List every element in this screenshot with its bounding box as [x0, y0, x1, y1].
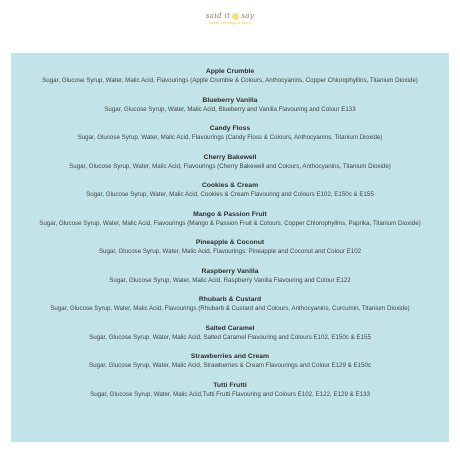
- flavour-entry: [20, 352, 440, 370]
- flavour-ingredients: Sugar, Glucose Syrup, Water, Malic Acid, Raspberry Vanilla Flavouring and Colour E122: [109, 276, 351, 284]
- flavour-name: Rhubarb & Custard: [198, 296, 262, 303]
- flavour-ingredients: Sugar, Glucose Syrup, Water, Malic Acid, Strawberries & Cream Flavourings and Colour E129 & E150c: [88, 362, 372, 369]
- flavour-ingredients: Sugar, Glucose Syrup, Water, Malic Acid, Cookies & Cream Flavouring and Colours E102, E150c & E155: [86, 191, 374, 198]
- flavour-name: Raspberry Vanilla: [201, 267, 259, 275]
- flavour-entry: [20, 124, 440, 142]
- flavour-ingredients: Sugar, Glucose Syrup, Water, Malic Acid, Flavourings (Cherry Bakewell and Colours, Anthocyanins, Titanium Dioxide): [69, 162, 391, 170]
- flavour-entry: [20, 96, 440, 114]
- flavour-entry: [20, 381, 440, 399]
- flavour-list: [11, 67, 449, 409]
- flavour-ingredients: Sugar, Glucose Syrup, Water, Malic Acid,Tutti Frutti Flavouring and Colours E102, E122, E129 & E133: [90, 390, 370, 398]
- flavour-ingredients: Sugar, Glucose Syrup, Water, Malic Acid, Salted Caramel Flavouring and Colours E102, E150c & E155: [89, 333, 371, 341]
- flavour-name: Apple Crumble: [205, 68, 255, 75]
- flavour-entry: [20, 267, 440, 285]
- flavour-name: Cookies & Cream: [201, 182, 259, 189]
- flavour-name: Mango & Passion Fruit: [193, 210, 267, 218]
- logo-text-right: say: [241, 12, 255, 20]
- logo-text-left: said it: [205, 12, 231, 20]
- flavour-entry: [20, 324, 440, 342]
- brand-logo: [0, 12, 460, 38]
- flavour-name: Tutti Frutti: [213, 381, 247, 389]
- flavour-entry: [20, 210, 440, 228]
- flavour-ingredients: Sugar, Glucose Syrup, Water, Malic Acid, Flavourings (Apple Crumble & Colours, Anthocyanins, Copper Chlorophyllins, Titanium Dioxide): [42, 77, 418, 84]
- flavour-entry: [20, 295, 440, 313]
- ingredients-panel: [11, 53, 449, 442]
- flavour-name: Candy Floss: [209, 125, 251, 132]
- flavour-name: Pineapple & Coconut: [195, 239, 265, 246]
- flavour-entry: [20, 153, 440, 171]
- flavour-name: Blueberry Vanilla: [202, 96, 258, 104]
- flavour-ingredients: Sugar, Glucose Syrup, Water, Malic Acid, Flavourings (Mango & Passion Fruit & Colours, Copper Chlorophyllins, Paprika, Titanium Dioxide): [39, 219, 421, 227]
- flavour-entry: [20, 238, 440, 256]
- logo-circle-icon: [232, 13, 239, 20]
- flavour-ingredients: Sugar, Glucose Syrup, Water, Malic Acid, Blueberry and Vanilla Flavouring and Colour E133: [104, 105, 356, 113]
- flavour-entry: [20, 181, 440, 199]
- flavour-name: Strawberries and Cream: [190, 353, 270, 360]
- flavour-entry: [20, 67, 440, 85]
- logo-wordmark: [206, 12, 254, 20]
- flavour-ingredients: Sugar, Glucose Syrup, Water, Malic Acid, Flavourings (Candy Floss & Colours, Anthocyanins, Titanium Dioxide): [77, 134, 383, 141]
- flavour-ingredients: Sugar, Glucose Syrup, Water, Malic Acid, Flavourings: Pineapple and Coconut and Colour E102: [98, 248, 362, 255]
- flavour-name: Salted Caramel: [205, 324, 255, 332]
- flavour-name: Cherry Bakewell: [203, 153, 257, 161]
- flavour-ingredients: Sugar, Glucose Syrup, Water, Malic Acid, Flavourings (Rhubarb & Custard and Colours, Anthocyanins, Curcumin, Titanium Dioxide): [50, 305, 410, 312]
- logo-tagline: sweet nothings & more: [209, 21, 251, 25]
